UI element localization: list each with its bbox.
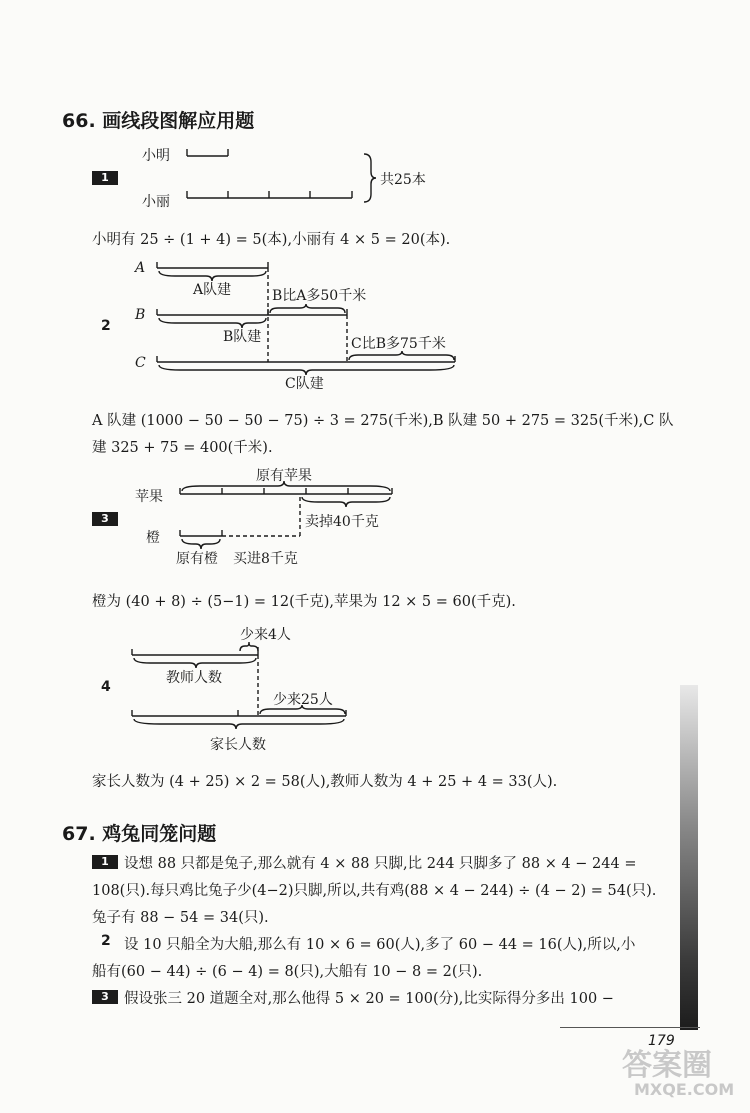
problem-4-answer: 家长人数为 (4 + 25) × 2 = 58(人),教师人数为 4 + 25 + 4 = 33(人). xyxy=(92,774,558,790)
a-team-label: A队建 xyxy=(193,282,232,298)
page-number: 179 xyxy=(648,1033,675,1049)
problem-2-answer-line-1: A 队建 (1000 − 50 − 50 − 75) ÷ 3 = 275(千米),B 队建 50 + 275 = 325(千米),C 队 xyxy=(92,413,674,429)
xiaoli-segment xyxy=(187,191,352,198)
parents-label: 家长人数 xyxy=(210,737,266,753)
b-segment xyxy=(157,304,347,328)
bought-label: 买进8千克 xyxy=(233,551,298,567)
q2-number: 2 xyxy=(101,933,111,949)
c-more-label: C比B多75千米 xyxy=(351,336,446,352)
section-66-title: 66. 画线段图解应用题 xyxy=(62,110,255,132)
less-4-label: 少来4人 xyxy=(240,627,291,643)
b-team-label: B队建 xyxy=(223,329,262,345)
orange-label: 橙 xyxy=(146,530,160,546)
orig-apple-label: 原有苹果 xyxy=(256,468,312,484)
q1-badge: 1 xyxy=(92,855,118,869)
apple-label: 苹果 xyxy=(135,489,163,505)
q1-line-1: 设想 88 只都是兔子,那么就有 4 × 88 只脚,比 244 只脚多了 88 × 4 − 244 = xyxy=(124,856,637,872)
section-67-title: 67. 鸡兔同笼问题 xyxy=(62,823,217,845)
q3-line-1: 假设张三 20 道题全对,那么他得 5 × 20 = 100(分),比实际得分多出 100 − xyxy=(124,991,614,1007)
xiaoming-segment xyxy=(187,149,228,156)
row-a-label: A xyxy=(135,260,146,276)
q2-line-2: 船有(60 − 44) ÷ (6 − 4) = 8(只),大船有 10 − 8 = 2(只). xyxy=(92,964,483,980)
orig-orange-label: 原有橙 xyxy=(176,551,218,567)
q1-line-3: 兔子有 88 − 54 = 34(只). xyxy=(92,910,269,926)
problem-4-number: 4 xyxy=(101,679,111,695)
watermark-logo: 答案圈 xyxy=(622,1048,712,1083)
sold-label: 卖掉40千克 xyxy=(305,514,379,530)
footer-rule xyxy=(560,1027,700,1028)
problem-1-badge: 1 xyxy=(92,171,118,185)
q3-badge: 3 xyxy=(92,990,118,1004)
q1-line-2: 108(只).每只鸡比兔子少(4−2)只脚,所以,共有鸡(88 × 4 − 244) ÷ (4 − 2) = 54(只). xyxy=(92,883,657,899)
page-edge-shadow xyxy=(680,685,698,1030)
teachers-label: 教师人数 xyxy=(166,670,222,686)
c-segment xyxy=(157,351,455,375)
problem-2-answer-line-2: 建 325 + 75 = 400(千米). xyxy=(92,440,273,456)
problem-2-number: 2 xyxy=(101,318,111,334)
row-b-label: B xyxy=(135,307,146,323)
label-xiaoli: 小丽 xyxy=(142,194,170,210)
b-more-label: B比A多50千米 xyxy=(272,288,367,304)
watermark-url: MXQE.COM xyxy=(634,1080,735,1099)
row-c-label: C xyxy=(135,355,146,371)
less-25-label: 少来25人 xyxy=(273,692,333,708)
label-xiaoming: 小明 xyxy=(142,148,170,164)
teacher-segment xyxy=(132,642,258,668)
problem-1-answer: 小明有 25 ÷ (1 + 4) = 5(本),小丽有 4 × 5 = 20(本). xyxy=(92,232,451,248)
total-brace xyxy=(364,154,376,202)
orange-segment xyxy=(180,530,300,549)
q2-line-1: 设 10 只船全为大船,那么有 10 × 6 = 60(人),多了 60 − 44 = 16(人),所以,小 xyxy=(124,937,636,953)
problem-3-answer: 橙为 (40 + 8) ÷ (5−1) = 12(千克),苹果为 12 × 5 = 60(千克). xyxy=(92,594,516,610)
c-team-label: C队建 xyxy=(285,376,324,392)
problem-3-badge: 3 xyxy=(92,512,118,526)
total-label: 共25本 xyxy=(380,172,426,188)
